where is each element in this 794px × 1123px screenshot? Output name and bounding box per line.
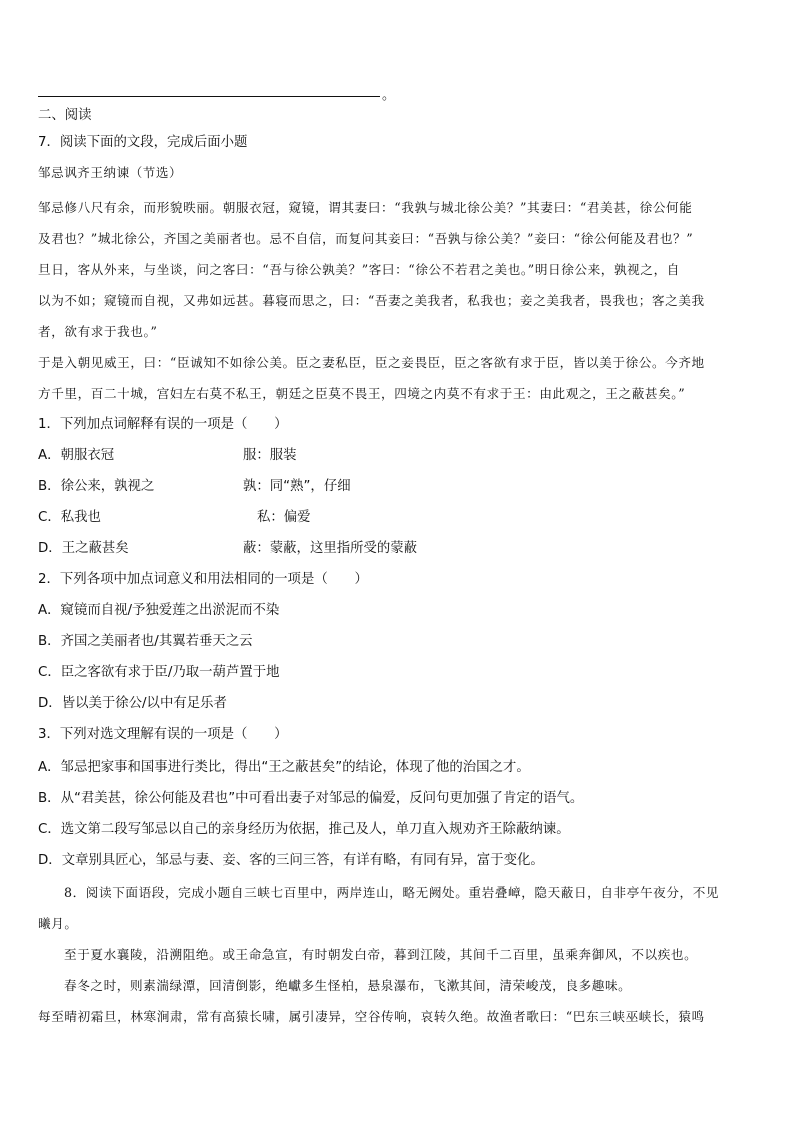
passage-line: 旦日，客从外来，与坐谈，问之客曰：“吾与徐公孰美？”客曰：“徐公不若君之美也。”明日徐公来，孰视之，自 (38, 262, 680, 277)
q8-line: 至于夏水襄陵，沿溯阻绝。或王命急宣，有时朝发白帝，暮到江陵，其间千二百里，虽乘奔御风，不以疾也。 (64, 947, 698, 962)
passage-line: 于是入朝见威王，曰：“臣诚知不如徐公美。臣之妻私臣，臣之妾畏臣，臣之客欲有求于臣，皆以美于徐公。今齐地 (38, 355, 705, 370)
q7-1-option-c: C．私我也 (38, 510, 101, 525)
q7-1-option-b-gloss: 孰：同“熟”，仔细 (243, 479, 351, 494)
passage-line: 及君也？”城北徐公，齐国之美丽者也。忌不自信，而复问其妾曰：“吾孰与徐公美？”妾曰：“徐公何能及君也？” (38, 231, 694, 246)
q8-line: 8．阅读下面语段，完成小题自三峡七百里中，两岸连山，略无阙处。重岩叠嶂，隐天蔽日，自非亭午夜分，不见 (64, 885, 720, 900)
q7-1-option-d: D．王之蔽甚矣 (38, 541, 129, 556)
q7-3-option-c: C．选文第二段写邹忌以自己的亲身经历为依据，推己及人，单刀直入规劝齐王除蔽纳谏。 (38, 822, 570, 837)
passage-line: 以为不如；窥镜而自视，又弗如远甚。暮寝而思之，曰：“吾妻之美我者，私我也；妾之美我者，畏我也；客之美我 (38, 293, 705, 308)
q7-2-option-c: C．臣之客欲有求于臣/乃取一葫芦置于地 (38, 665, 280, 680)
q7-2-stem: 2．下列各项中加点词意义和用法相同的一项是（ ） (38, 572, 368, 587)
q8-line: 曦月。 (38, 916, 78, 931)
q7-1-option-d-gloss: 蔽：蒙蔽，这里指所受的蒙蔽 (243, 541, 418, 556)
section-title: 二、阅读 (38, 108, 92, 123)
q7-3-option-a: A．邹忌把家事和国事进行类比，得出“王之蔽甚矣”的结论，体现了他的治国之才。 (38, 760, 530, 775)
q7-title: 7．阅读下面的文段，完成后面小题 (38, 135, 248, 150)
q7-1-stem: 1．下列加点词解释有误的一项是（ ） (38, 417, 288, 432)
q7-3-option-d: D．文章别具匠心，邹忌与妻、妾、客的三问三答，有详有略，有同有异，富于变化。 (38, 853, 544, 868)
q7-3-stem: 3．下列对选文理解有误的一项是（ ） (38, 727, 288, 742)
q7-2-option-d: D．皆以美于徐公/以中有足乐者 (38, 696, 227, 711)
q8-line: 每至晴初霜旦，林寒涧肃，常有高猿长啸，属引凄异，空谷传响，哀转久绝。故渔者歌曰：“巴东三峡巫峡长，猿鸣 (38, 1009, 705, 1024)
q7-2-option-b: B．齐国之美丽者也/其翼若垂天之云 (38, 634, 253, 649)
q7-1-option-a-gloss: 服：服装 (243, 448, 297, 463)
q7-1-option-b: B．徐公来，孰视之 (38, 479, 155, 494)
passage-line: 者，欲有求于我也。” (38, 324, 158, 339)
q8-line: 春冬之时，则素湍绿潭，回清倒影，绝巘多生怪柏，悬泉瀑布，飞漱其间，清荣峻茂，良多趣味。 (64, 978, 632, 993)
q7-1-option-a: A．朝服衣冠 (38, 448, 115, 463)
q7-2-option-a: A．窥镜而自视/予独爱莲之出淤泥而不染 (38, 603, 280, 618)
q7-3-option-b: B．从“君美甚，徐公何能及君也”中可看出妻子对邹忌的偏爱，反问句更加强了肯定的语气。 (38, 791, 584, 806)
q7-subtitle: 邹忌讽齐王纳谏（节选） (38, 165, 183, 180)
passage-line: 方千里，百二十城，宫妇左右莫不私王，朝廷之臣莫不畏王，四境之内莫不有求于王：由此观之，王之蔽甚矣。” (38, 386, 686, 401)
q7-1-option-c-gloss: 私：偏爱 (257, 510, 311, 525)
answer-blank-line (38, 96, 380, 97)
passage-line: 邹忌修八尺有余，而形貌昳丽。朝服衣冠，窥镜，谓其妻曰：“我孰与城北徐公美？”其妻曰：“君美甚，徐公何能 (38, 200, 693, 215)
end-mark: 。 (382, 88, 396, 103)
